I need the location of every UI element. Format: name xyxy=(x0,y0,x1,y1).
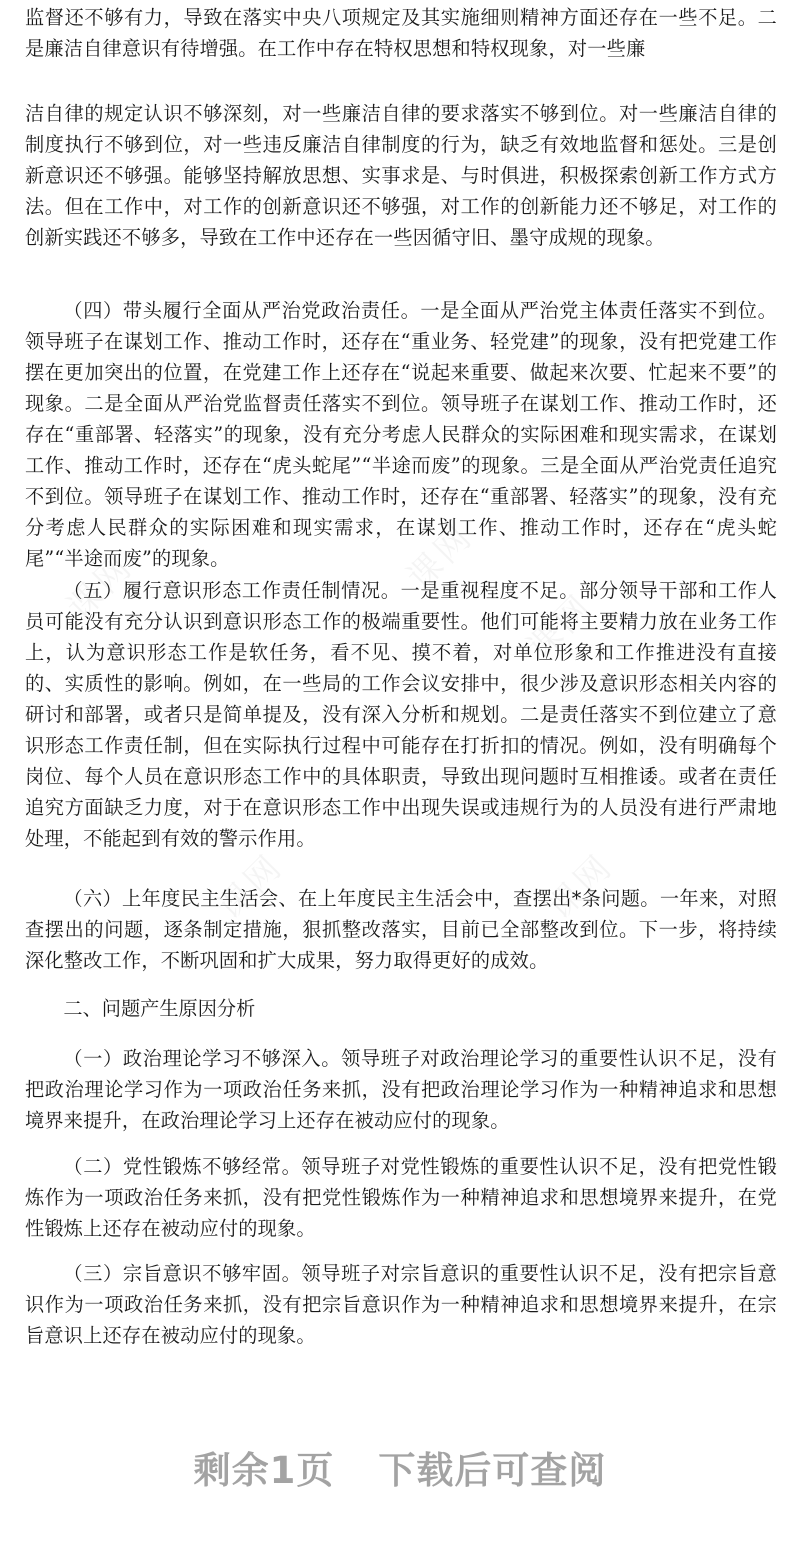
remaining-pages-label: 剩余1页 xyxy=(193,1449,335,1492)
section-6-paragraph: （六）上年度民主生活会、在上年度民主生活会中，查摆出*条问题。一年来，对照查摆出的问题，逐条制定措施，狠抓整改落实，目前已全部整改到位。下一步，将持续深化整改工作，不断巩固和扩大成果，努力取得更好的成效。 xyxy=(25,887,777,972)
cause-1-paragraph: （一）政治理论学习不够深入。领导班子对政治理论学习的重要性认识不足，没有把政治理论学习作为一项政治任务来抓，没有把政治理论学习作为一种精神追求和思想境界来提升，在政治理论学习上还存在被动应付的现象。 xyxy=(25,1047,777,1132)
remaining-pages-banner[interactable] xyxy=(0,1440,800,1494)
cause-2-paragraph: （二）党性锻炼不够经常。领导班子对党性锻炼的重要性认识不足，没有把党性锻炼作为一项政治任务来抓，没有把党性锻炼作为一种精神追求和思想境界来提升，在党性锻炼上还存在被动应付的现象。 xyxy=(25,1155,777,1240)
section-4-paragraph: （四）带头履行全面从严治党政治责任。一是全面从严治党主体责任落实不到位。领导班子在谋划工作、推动工作时，还存在“重业务、轻党建”的现象，没有把党建工作摆在更加突出的位置，在党建工作上还存在“说起来重要、做起来次要、忙起来不要”的现象。二是全面从严治党监督责任落实不到位。领导班子在谋划工作、推动工作时，还存在“重部署、轻落实”的现象，没有充分考虑人民群众的实际困难和现实需求，在谋划工作、推动工作时，还存在“虎头蛇尾”“半途而废”的现象。三是全面从严治党责任追究不到位。领导班子在谋划工作、推动工作时，还存在“重部署、轻落实”的现象，没有充分考虑人民群众的实际困难和现实需求，在谋划工作、推动工作时，还存在“虎头蛇尾”“半途而废”的现象。 xyxy=(25,299,777,570)
cause-3-paragraph: （三）宗旨意识不够牢固。领导班子对宗旨意识的重要性认识不足，没有把宗旨意识作为一项政治任务来抓，没有把宗旨意识作为一种精神追求和思想境界来提升，在宗旨意识上还存在被动应付的现象。 xyxy=(25,1262,777,1347)
paragraph-continuation: 洁自律的规定认识不够深刻，对一些廉洁自律的要求落实不够到位。对一些廉洁自律的制度执行不够到位，对一些违反廉洁自律制度的行为，缺乏有效地监督和惩处。三是创新意识还不够强。能够坚持解放思想、实事求是、与时俱进，积极探索创新工作方式方法。但在工作中，对工作的创新意识还不够强，对工作的创新能力还不够足，对工作的创新实践还不够多，导致在工作中还存在一些因循守旧、墨守成规的现象。 xyxy=(25,102,777,249)
section-5-paragraph: （五）履行意识形态工作责任制情况。一是重视程度不足。部分领导干部和工作人员可能没有充分认识到意识形态工作的极端重要性。他们可能将主要精力放在业务工作上，认为意识形态工作是软任务，看不见、摸不着，对单位形象和工作推进没有直接的、实质性的影响。例如，在一些局的工作会议安排中，很少涉及意识形态相关内容的研讨和部署，或者只是简单提及，没有深入分析和规划。二是责任落实不到位建立了意识形态工作责任制，但在实际执行过程中可能存在打折扣的情况。例如，没有明确每个岗位、每个人员在意识形态工作中的具体职责，导致出现问题时互相推诿。或者在责任追究方面缺乏力度，对于在意识形态工作中出现失误或违规行为的人员没有进行严肃地处理，不能起到有效的警示作用。 xyxy=(25,579,777,850)
heading-cause-analysis: 二、问题产生原因分析 xyxy=(63,997,256,1020)
download-hint-label: 下载后可查阅 xyxy=(378,1449,607,1492)
paragraph-top-fragment: 监督还不够有力，导致在落实中央八项规定及其实施细则精神方面还存在一些不足。二是廉洁自律意识有待增强。在工作中存在特权思想和特权现象，对一些廉 xyxy=(25,6,777,60)
